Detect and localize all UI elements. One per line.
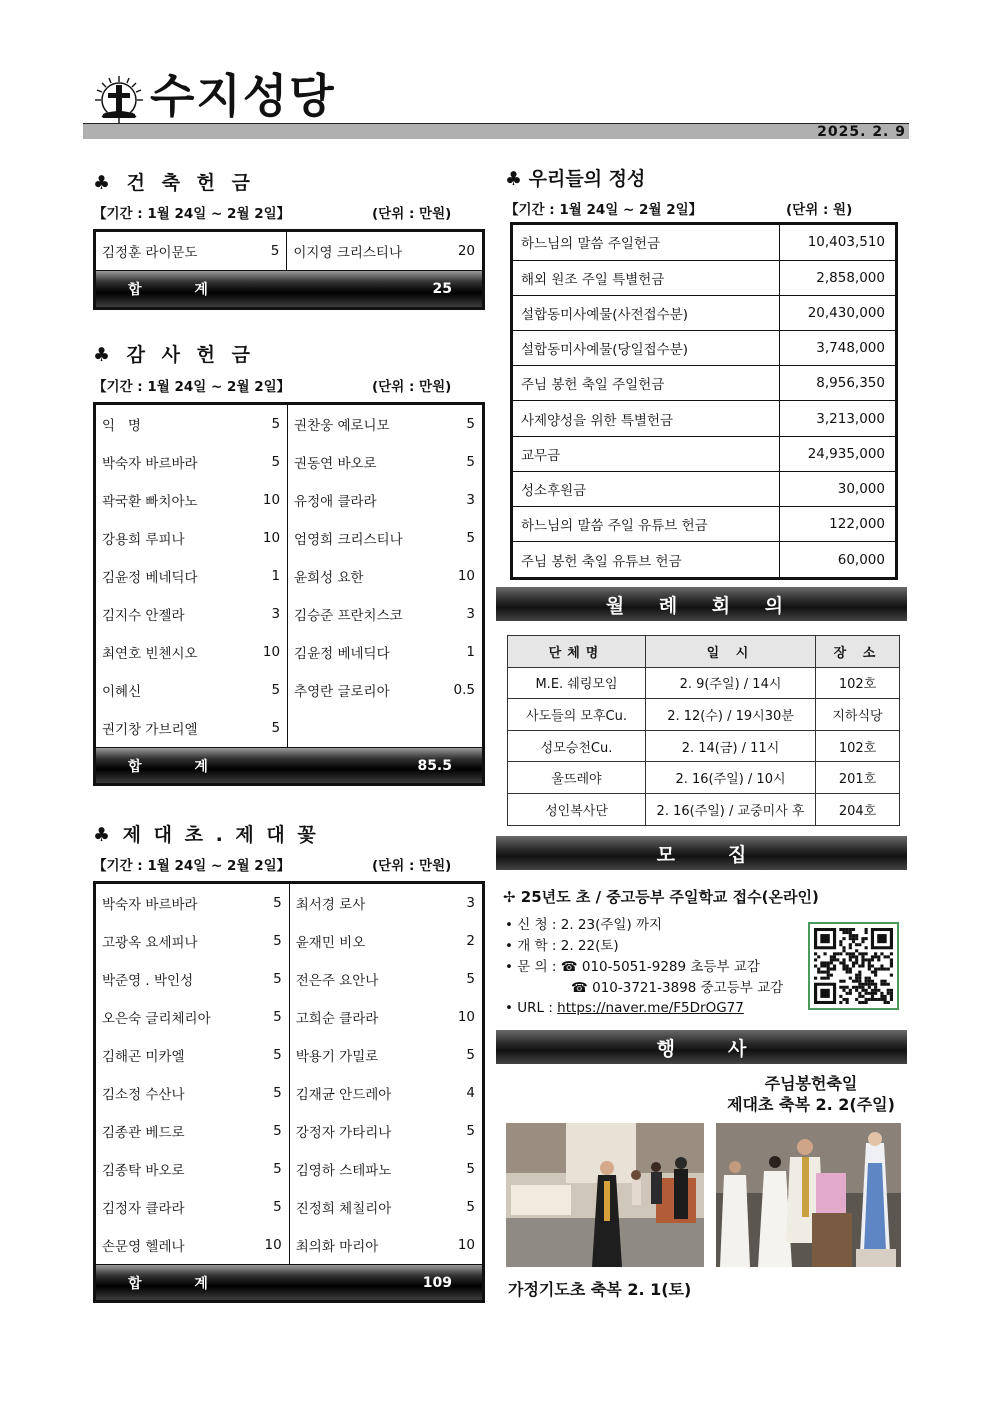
donor-name: 고희순 클라라 bbox=[295, 1011, 379, 1027]
offering-amount: 122,000 bbox=[779, 507, 895, 542]
table-row bbox=[513, 401, 895, 436]
table-row bbox=[96, 671, 482, 709]
thanks-period: 【기간 : 1월 24일 ~ 2월 2일】 bbox=[93, 379, 291, 395]
table-row bbox=[513, 542, 895, 577]
offering-label: 주님 봉헌 축일 유튜브 헌금 bbox=[521, 553, 682, 570]
table-row bbox=[96, 709, 482, 747]
offering-label: 교무금 bbox=[513, 436, 779, 471]
donor-amount: 5 bbox=[466, 1047, 475, 1063]
donor-amount: 5 bbox=[466, 416, 475, 432]
donor-amount: 10 bbox=[257, 519, 288, 557]
table-row bbox=[513, 295, 895, 330]
meeting-time: 2. 14(금) / 11시 bbox=[646, 730, 816, 762]
donor-amount: 5 bbox=[257, 405, 288, 443]
donor-amount: 5 bbox=[259, 1036, 290, 1074]
donor-name: 오은숙 글리체리아 bbox=[102, 1011, 211, 1027]
donor-amount: 5 bbox=[259, 884, 290, 922]
offering-label: 설합동미사예물(사전접수분) bbox=[513, 295, 779, 330]
recruit-contact: • 문 의 : ☎ 010-5051-9289 초등부 교감 bbox=[505, 959, 760, 975]
donor-amount: 2 bbox=[466, 933, 475, 949]
donor-amount: 5 bbox=[259, 1188, 290, 1226]
thanks-unit: (단위 : 만원) bbox=[372, 379, 452, 395]
donor-name: 김윤정 베네딕다 bbox=[294, 646, 390, 662]
donor-name: 이지영 크리스티나 bbox=[287, 232, 452, 270]
offerings-table bbox=[510, 222, 898, 580]
meeting-place: 204호 bbox=[816, 793, 900, 825]
donor-amount: 5 bbox=[466, 971, 475, 987]
donor-amount: 3 bbox=[466, 606, 475, 622]
donor-name: 손문영 헬레나 bbox=[102, 1239, 185, 1255]
recruit-url-line bbox=[505, 998, 744, 1019]
donor-name: 최연호 빈첸시오 bbox=[102, 646, 198, 662]
meeting-group: 성모승천Cu. bbox=[508, 730, 646, 762]
table-row bbox=[96, 232, 482, 270]
donor-name: 진정희 체칠리아 bbox=[295, 1201, 392, 1217]
altar-unit: (단위 : 만원) bbox=[372, 858, 452, 874]
offering-label: 성소후원금 bbox=[513, 471, 779, 506]
qr-code-icon[interactable] bbox=[808, 922, 899, 1010]
offering-amount: 10,403,510 bbox=[779, 225, 895, 260]
donor-amount: 5 bbox=[466, 1199, 475, 1215]
thanks-fund-title: ♣ 감 사 헌 금 bbox=[93, 344, 255, 366]
table-row bbox=[96, 1036, 482, 1074]
donor-name: 최의화 마리아 bbox=[295, 1239, 379, 1255]
offering-amount: 20,430,000 bbox=[779, 295, 895, 330]
event-photo-family-candle bbox=[506, 1123, 704, 1267]
donor-name: 권찬웅 예로니모 bbox=[294, 418, 390, 434]
table-row bbox=[508, 762, 900, 794]
donor-amount: 5 bbox=[466, 1123, 475, 1139]
donor-amount: 10 bbox=[259, 1226, 290, 1264]
club-icon: ♣ bbox=[93, 344, 127, 366]
offering-label: 주님 봉헌 축일 주일헌금 bbox=[513, 366, 779, 401]
table-row bbox=[96, 1074, 482, 1112]
table-row bbox=[513, 331, 895, 366]
altar-period: 【기간 : 1월 24일 ~ 2월 2일】 bbox=[93, 858, 291, 874]
meeting-group: M.E. 쉐링모임 bbox=[508, 667, 646, 699]
offering-label: 사제양성을 위한 특별헌금 bbox=[513, 401, 779, 436]
thanks-fund-table bbox=[93, 402, 485, 786]
donor-name: 박숙자 바르바라 bbox=[102, 456, 198, 472]
donor-amount: 5 bbox=[257, 671, 288, 709]
donor-name: 김정훈 라이문도 bbox=[96, 232, 261, 270]
issue-date: 2025. 2. 9 bbox=[817, 124, 906, 140]
total-label: 합 계 bbox=[128, 281, 232, 298]
donor-name: 김종관 베드로 bbox=[102, 1125, 185, 1141]
donor-amount: 5 bbox=[259, 960, 290, 998]
donor-name: 고광옥 요세피나 bbox=[102, 935, 198, 951]
offering-amount: 3,213,000 bbox=[779, 401, 895, 436]
table-row bbox=[513, 260, 895, 295]
table-row bbox=[96, 481, 482, 519]
offering-label: 해외 원조 주일 특별헌금 bbox=[513, 260, 779, 295]
donor-amount: 4 bbox=[466, 1085, 475, 1101]
donor-amount: 5 bbox=[259, 1074, 290, 1112]
total-bar bbox=[96, 747, 482, 783]
offering-amount: 3,748,000 bbox=[779, 331, 895, 366]
table-row bbox=[508, 667, 900, 699]
total-amount: 85.5 bbox=[417, 757, 452, 774]
donor-name: 박용기 가밀로 bbox=[295, 1049, 379, 1065]
donor-amount: 3 bbox=[466, 895, 475, 911]
recruit-contact-2: ☎ 010-3721-3898 중고등부 교감 bbox=[571, 980, 784, 996]
header-rule bbox=[83, 123, 909, 139]
meeting-place: 지하식당 bbox=[816, 699, 900, 731]
recruit-banner: 모 집 bbox=[496, 836, 907, 870]
donor-name: 권동연 바오로 bbox=[294, 456, 377, 472]
donor-amount: 5 bbox=[259, 1112, 290, 1150]
building-fund-title: ♣ 건 축 헌 금 bbox=[93, 172, 255, 194]
meeting-table bbox=[507, 635, 900, 826]
table-row bbox=[513, 366, 895, 401]
recruit-url-link[interactable]: https://naver.me/F5DrOG77 bbox=[557, 1000, 744, 1016]
url-label: • URL : bbox=[505, 1000, 558, 1016]
meeting-place: 102호 bbox=[816, 730, 900, 762]
donor-amount: 5 bbox=[466, 530, 475, 546]
meeting-group: 성인복사단 bbox=[508, 793, 646, 825]
total-bar bbox=[96, 1264, 482, 1300]
event-caption-candle-blessing bbox=[716, 1073, 906, 1115]
caption-line: 제대초 축복 2. 2(주일) bbox=[727, 1095, 895, 1114]
recruit-title: ✢ 25년도 초 / 중고등부 주일학교 접수(온라인) bbox=[503, 888, 819, 906]
meeting-time: 2. 16(주일) / 10시 bbox=[646, 762, 816, 794]
recruit-apply: • 신 청 : 2. 23(주일) 까지 bbox=[505, 917, 663, 933]
table-header-row bbox=[508, 636, 900, 668]
donor-name: 김소정 수산나 bbox=[102, 1087, 185, 1103]
donor-amount: 3 bbox=[466, 492, 475, 508]
table-row bbox=[508, 793, 900, 825]
meeting-place: 201호 bbox=[816, 762, 900, 794]
meeting-time: 2. 12(수) / 19시30분 bbox=[646, 699, 816, 731]
offerings-unit: (단위 : 원) bbox=[786, 202, 853, 218]
donor-amount: 5 bbox=[259, 1150, 290, 1188]
club-icon: ♣ bbox=[505, 168, 529, 190]
donor-name: 이혜신 bbox=[102, 684, 142, 700]
table-row bbox=[96, 1226, 482, 1264]
offering-label: 하느님의 말씀 주일 유튜브 헌금 bbox=[513, 507, 779, 542]
donor-name: 김윤정 베네딕다 bbox=[102, 570, 198, 586]
table-row bbox=[96, 1150, 482, 1188]
table-row bbox=[96, 595, 482, 633]
offering-amount: 8,956,350 bbox=[779, 366, 895, 401]
donor-name: 김해곤 미카엘 bbox=[102, 1049, 185, 1065]
total-bar bbox=[96, 271, 482, 307]
table-row bbox=[96, 1112, 482, 1150]
table-row bbox=[513, 436, 895, 471]
donor-name: 윤재민 비오 bbox=[295, 935, 366, 951]
col-header-group: 단체명 bbox=[508, 636, 646, 668]
donor-name: 박숙자 바르바라 bbox=[102, 897, 198, 913]
events-banner: 행 사 bbox=[496, 1030, 907, 1064]
offerings-period: 【기간 : 1월 24일 ~ 2월 2일】 bbox=[505, 202, 703, 218]
donor-name bbox=[288, 709, 448, 747]
table-row bbox=[96, 960, 482, 998]
building-unit: (단위 : 만원) bbox=[372, 206, 452, 222]
donor-amount: 5 bbox=[259, 922, 290, 960]
donor-name: 김종탁 바오로 bbox=[102, 1163, 185, 1179]
event-caption-family-candle: 가정기도초 축복 2. 1(토) bbox=[508, 1280, 692, 1299]
donor-name: 권기창 가브리엘 bbox=[102, 722, 198, 738]
total-amount: 109 bbox=[422, 1274, 452, 1291]
donor-name: 최서경 로사 bbox=[295, 897, 366, 913]
donor-name: 김정자 클라라 bbox=[102, 1201, 185, 1217]
donor-name: 익 명 bbox=[102, 418, 141, 434]
meeting-time: 2. 9(주일) / 14시 bbox=[646, 667, 816, 699]
altar-fund-title: ♣ 제 대 초 . 제 대 꽃 bbox=[93, 824, 319, 846]
offering-amount: 30,000 bbox=[779, 471, 895, 506]
donor-name: 강정자 가타리나 bbox=[295, 1125, 392, 1141]
donor-amount: 10 bbox=[457, 568, 475, 584]
table-row bbox=[96, 519, 482, 557]
table-row bbox=[96, 1188, 482, 1226]
building-fund-table bbox=[93, 229, 485, 310]
donor-name: 김지수 안젤라 bbox=[102, 608, 185, 624]
donor-name: 박준영 . 박인성 bbox=[102, 973, 194, 989]
offering-amount: 60,000 bbox=[779, 542, 895, 577]
donor-amount: 0.5 bbox=[453, 682, 475, 698]
table-row bbox=[96, 557, 482, 595]
col-header-time: 일 시 bbox=[646, 636, 816, 668]
altar-fund-table bbox=[93, 881, 485, 1303]
club-icon: ♣ bbox=[93, 172, 127, 194]
offering-amount: 24,935,000 bbox=[779, 436, 895, 471]
donor-amount: 10 bbox=[257, 633, 288, 671]
building-period: 【기간 : 1월 24일 ~ 2월 2일】 bbox=[93, 206, 291, 222]
offerings-title: ♣ 우리들의 정성 bbox=[505, 168, 646, 190]
total-label: 합 계 bbox=[128, 758, 232, 775]
offering-amount: 2,858,000 bbox=[779, 260, 895, 295]
donor-name: 김영하 스테파노 bbox=[295, 1163, 392, 1179]
donor-amount: 1 bbox=[466, 644, 475, 660]
table-row bbox=[96, 443, 482, 481]
event-photo-altar-candle bbox=[716, 1123, 901, 1267]
donor-amount: 5 bbox=[466, 1161, 475, 1177]
total-label: 합 계 bbox=[128, 1275, 232, 1292]
donor-amount: 5 bbox=[259, 998, 290, 1036]
donor-amount: 5 bbox=[257, 443, 288, 481]
total-amount: 25 bbox=[432, 280, 452, 297]
donor-name: 곽국환 빠치아노 bbox=[102, 494, 198, 510]
offering-label: 하느님의 말씀 주일헌금 bbox=[513, 225, 779, 260]
table-row bbox=[96, 633, 482, 671]
donor-amount: 20 bbox=[452, 232, 482, 270]
club-icon: ♣ bbox=[93, 824, 123, 846]
donor-amount: 5 bbox=[261, 232, 287, 270]
donor-amount: 1 bbox=[257, 557, 288, 595]
table-row bbox=[96, 405, 482, 443]
donor-name: 엄영희 크리스티나 bbox=[294, 532, 403, 548]
donor-amount: 10 bbox=[457, 1237, 475, 1253]
donor-name: 전은주 요안나 bbox=[295, 973, 379, 989]
table-row bbox=[96, 884, 482, 922]
donor-amount: 10 bbox=[457, 1009, 475, 1025]
table-row bbox=[513, 225, 895, 260]
meeting-group: 울뜨레야 bbox=[508, 762, 646, 794]
donor-name: 강용희 루피나 bbox=[102, 532, 185, 548]
donor-name: 유정애 클라라 bbox=[294, 494, 377, 510]
donor-name: 추영란 글로리아 bbox=[294, 684, 390, 700]
meeting-time: 2. 16(주일) / 교중미사 후 bbox=[646, 793, 816, 825]
recruit-start: • 개 학 : 2. 22(토) bbox=[505, 938, 619, 954]
table-row bbox=[513, 507, 895, 542]
table-row bbox=[508, 730, 900, 762]
meeting-banner: 월 례 회 의 bbox=[496, 587, 907, 621]
donor-amount: 5 bbox=[466, 454, 475, 470]
donor-amount bbox=[448, 709, 482, 747]
col-header-place: 장 소 bbox=[816, 636, 900, 668]
church-logo-icon bbox=[93, 74, 145, 126]
donor-name: 김재균 안드레아 bbox=[295, 1087, 392, 1103]
table-row bbox=[508, 699, 900, 731]
donor-amount: 10 bbox=[257, 481, 288, 519]
donor-amount: 5 bbox=[257, 709, 288, 747]
donor-name: 김승준 프란치스코 bbox=[294, 608, 403, 624]
donor-name: 윤희성 요한 bbox=[294, 570, 364, 586]
table-row bbox=[513, 471, 895, 506]
meeting-place: 102호 bbox=[816, 667, 900, 699]
donor-amount: 3 bbox=[257, 595, 288, 633]
meeting-group: 사도들의 모후Cu. bbox=[508, 699, 646, 731]
offering-label: 설합동미사예물(당일접수분) bbox=[513, 331, 779, 366]
caption-line: 주님봉헌축일 bbox=[764, 1074, 858, 1093]
page-title: 수지성당 bbox=[150, 69, 336, 123]
table-row bbox=[96, 922, 482, 960]
table-row bbox=[96, 998, 482, 1036]
